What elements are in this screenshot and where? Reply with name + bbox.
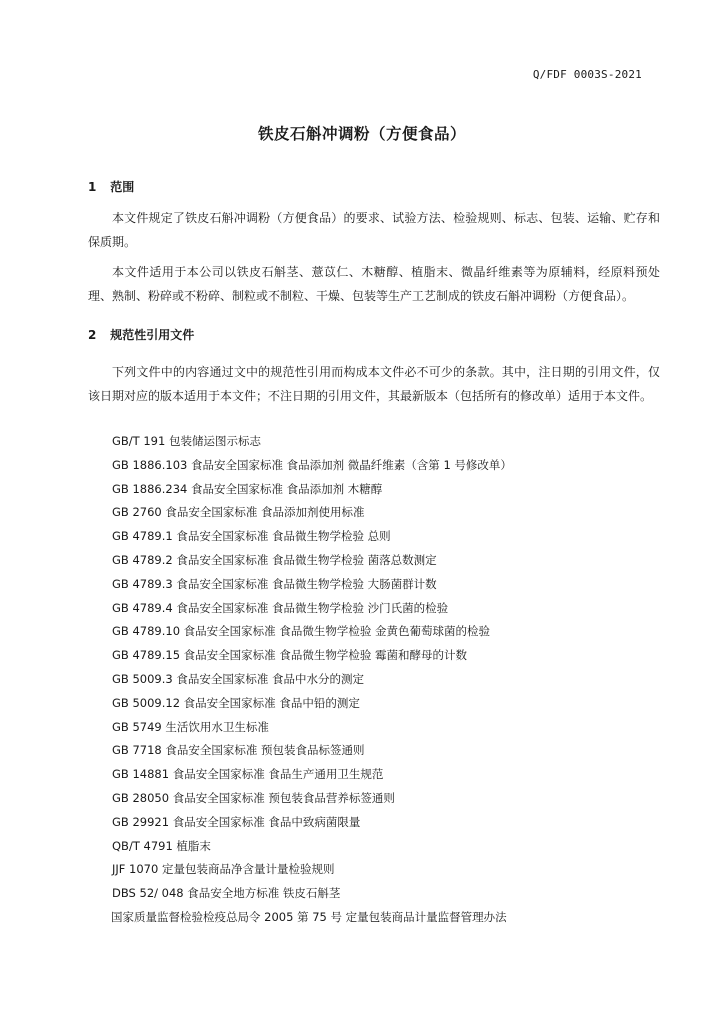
reference-item: GB 4789.10 食品安全国家标准 食品微生物学检验 金黄色葡萄球菌的检验: [112, 624, 490, 639]
reference-item: 国家质量监督检验检疫总局令 2005 第 75 号 定量包装商品计量监督管理办法: [111, 909, 507, 924]
reference-item: DBS 52/ 048 食品安全地方标准 铁皮石斛茎: [112, 886, 341, 901]
reference-item: GB 4789.1 食品安全国家标准 食品微生物学检验 总则: [112, 529, 391, 544]
reference-item: GB 5009.3 食品安全国家标准 食品中水分的测定: [112, 671, 365, 686]
section-title: 范围: [110, 180, 135, 194]
reference-item: GB 1886.234 食品安全国家标准 食品添加剂 木糖醇: [112, 481, 383, 496]
reference-item: GB 2760 食品安全国家标准 食品添加剂使用标准: [112, 505, 365, 520]
reference-item: GB 4789.15 食品安全国家标准 食品微生物学检验 霉菌和酵母的计数: [112, 648, 467, 663]
reference-item: GB 4789.4 食品安全国家标准 食品微生物学检验 沙门氏菌的检验: [112, 600, 449, 615]
reference-item: GB 7718 食品安全国家标准 预包装食品标签通则: [112, 743, 365, 758]
references-intro-paragraph: 下列文件中的内容通过文中的规范性引用而构成本文件必不可少的条款。其中，注日期的引用文件，仅该日期对应的版本适用于本文件；不注日期的引用文件，其最新版本（包括所有的修改单）适用于本文件。: [88, 365, 660, 403]
section-title: 规范性引用文件: [110, 328, 195, 342]
reference-item: GB 4789.3 食品安全国家标准 食品微生物学检验 大肠菌群计数: [112, 576, 437, 591]
reference-item: GB 5009.12 食品安全国家标准 食品中铅的测定: [112, 695, 360, 710]
section-number: 1: [88, 180, 97, 194]
reference-item: GB 5749 生活饮用水卫生标准: [112, 719, 269, 734]
scope-paragraph: 本文件规定了铁皮石斛冲调粉（方便食品）的要求、试验方法、检验规则、标志、包装、运输、贮存和保质期。: [88, 211, 660, 249]
document-code: Q/FDF 0003S-2021: [532, 68, 642, 81]
reference-item: GB 1886.103 食品安全国家标准 食品添加剂 微晶纤维素（含第 1 号修改单）: [112, 457, 512, 472]
reference-item: JJF 1070 定量包装商品净含量计量检验规则: [112, 862, 335, 877]
document-title: 铁皮石斛冲调粉（方便食品）: [257, 125, 466, 143]
reference-item: GB 29921 食品安全国家标准 食品中致病菌限量: [112, 814, 361, 829]
reference-item: QB/T 4791 植脂末: [112, 838, 211, 853]
reference-item: GB 14881 食品安全国家标准 食品生产通用卫生规范: [112, 767, 384, 782]
reference-list: [112, 430, 512, 930]
section-heading-scope: [88, 178, 134, 195]
reference-item: GB 4789.2 食品安全国家标准 食品微生物学检验 菌落总数测定: [112, 552, 437, 567]
section-heading-normative-references: [88, 326, 194, 343]
section-number: 2: [88, 328, 97, 342]
reference-item: GB 28050 食品安全国家标准 预包装食品营养标签通则: [112, 790, 395, 805]
scope-paragraph: 本文件适用于本公司以铁皮石斛茎、薏苡仁、木糖醇、植脂末、微晶纤维素等为原辅料，经原料预处理、熟制、粉碎或不粉碎、制粒或不制粒、干燥、包装等生产工艺制成的铁皮石斛冲调粉（方便食品）。: [88, 265, 660, 303]
reference-item: GB/T 191 包装储运图示标志: [112, 434, 261, 448]
